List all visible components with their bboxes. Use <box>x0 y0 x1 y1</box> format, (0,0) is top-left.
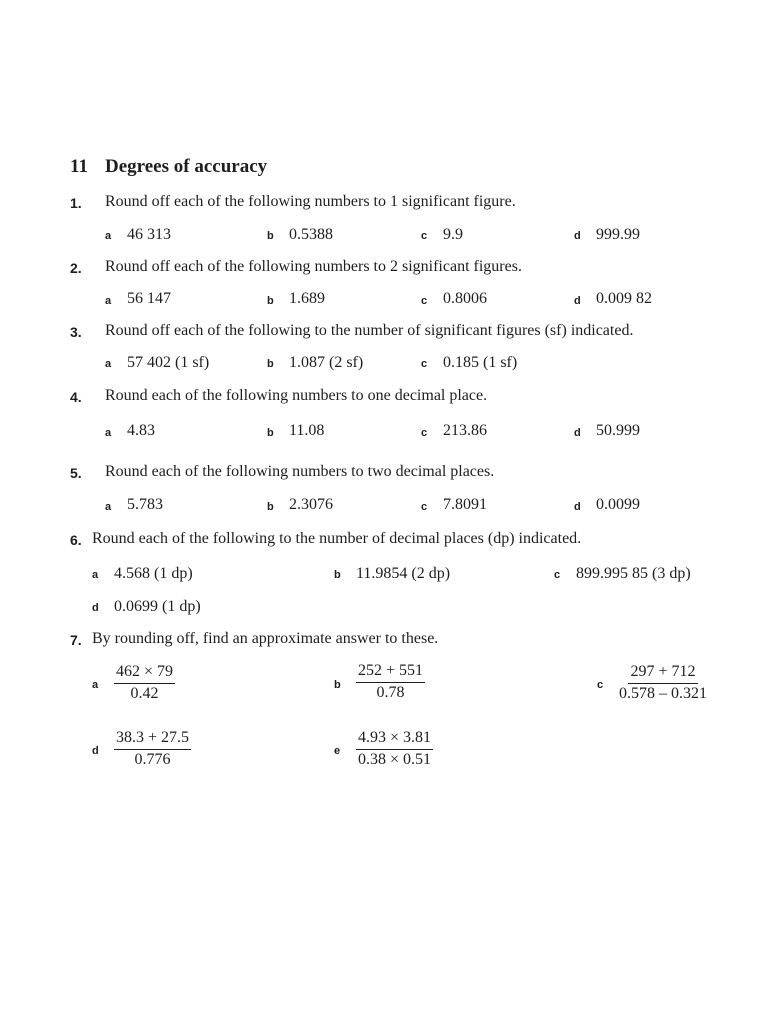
q5-b-label: b <box>267 501 274 513</box>
q7-b-label: b <box>334 679 341 691</box>
q2-a-label: a <box>105 295 112 307</box>
q3-text: Round off each of the following to the number of significant figures (sf) indicated. <box>105 322 634 339</box>
q5-a-value: 5.783 <box>127 496 163 513</box>
q2-b-label: b <box>267 295 274 307</box>
q7-e-label: e <box>334 745 341 757</box>
q6-a-label: a <box>92 569 99 581</box>
q4-b-label: b <box>267 427 274 439</box>
q3-b-value: 1.087 (2 sf) <box>289 354 364 371</box>
q7-c-numerator: 297 + 712 <box>628 663 697 684</box>
q7-number: 7. <box>70 632 82 648</box>
q1-d-value: 999.99 <box>596 226 640 243</box>
q1-d-label: d <box>574 230 581 242</box>
q4-b-value: 11.08 <box>289 422 325 439</box>
section-number: 11 <box>70 156 88 177</box>
q7-a-denominator: 0.42 <box>130 685 159 702</box>
q7-a-numerator: 462 × 79 <box>114 663 175 684</box>
q1-c-value: 9.9 <box>443 226 463 243</box>
q5-a-label: a <box>105 501 112 513</box>
q5-text: Round each of the following numbers to two decimal places. <box>105 463 495 480</box>
q7-d-fraction <box>114 729 191 769</box>
q6-number: 6. <box>70 532 82 548</box>
q1-a-label: a <box>105 230 112 242</box>
q7-b-numerator: 252 + 551 <box>356 662 425 683</box>
q7-a-label: a <box>92 679 99 691</box>
section-title <box>70 156 267 178</box>
q7-d-numerator: 38.3 + 27.5 <box>114 729 191 750</box>
q7-d-label: d <box>92 745 99 757</box>
q1-number: 1. <box>70 195 82 211</box>
q7-b-fraction <box>356 662 425 702</box>
q4-a-value: 4.83 <box>127 422 155 439</box>
section-title-text: Degrees of accuracy <box>105 156 268 177</box>
q4-c-value: 213.86 <box>443 422 487 439</box>
q7-text: By rounding off, find an approximate answer to these. <box>92 630 439 647</box>
q1-b-value: 0.5388 <box>289 226 333 243</box>
q3-c-label: c <box>421 358 428 370</box>
q6-text: Round each of the following to the number of decimal places (dp) indicated. <box>92 530 582 547</box>
q6-d-value: 0.0699 (1 dp) <box>114 598 201 615</box>
q6-a-value: 4.568 (1 dp) <box>114 565 193 582</box>
q7-a-fraction <box>114 663 175 703</box>
q1-b-label: b <box>267 230 274 242</box>
q7-c-fraction <box>619 663 707 703</box>
q1-a-value: 46 313 <box>127 226 171 243</box>
q2-a-value: 56 147 <box>127 290 171 307</box>
q5-b-value: 2.3076 <box>289 496 333 513</box>
q2-c-value: 0.8006 <box>443 290 487 307</box>
q3-b-label: b <box>267 358 274 370</box>
q4-d-label: d <box>574 427 581 439</box>
q5-c-value: 7.8091 <box>443 496 487 513</box>
q7-c-label: c <box>597 679 604 691</box>
q4-d-value: 50.999 <box>596 422 640 439</box>
q7-e-numerator: 4.93 × 3.81 <box>356 729 433 750</box>
q2-b-value: 1.689 <box>289 290 325 307</box>
q6-b-value: 11.9854 (2 dp) <box>356 565 451 582</box>
q2-number: 2. <box>70 260 82 276</box>
q6-c-value: 899.995 85 (3 dp) <box>576 565 691 582</box>
q2-d-value: 0.009 82 <box>596 290 652 307</box>
q7-e-denominator: 0.38 × 0.51 <box>358 751 432 768</box>
q4-c-label: c <box>421 427 428 439</box>
q3-a-value: 57 402 (1 sf) <box>127 354 210 371</box>
q7-c-denominator: 0.578 – 0.321 <box>619 685 707 702</box>
q7-b-denominator: 0.78 <box>376 684 405 701</box>
q3-a-label: a <box>105 358 112 370</box>
q6-d-label: d <box>92 602 99 614</box>
q5-number: 5. <box>70 465 82 481</box>
q2-c-label: c <box>421 295 428 307</box>
q3-number: 3. <box>70 324 82 340</box>
q2-text: Round off each of the following numbers to 2 significant figures. <box>105 258 522 275</box>
q2-d-label: d <box>574 295 581 307</box>
q5-d-value: 0.0099 <box>596 496 640 513</box>
q4-text: Round each of the following numbers to one decimal place. <box>105 387 488 404</box>
q5-c-label: c <box>421 501 428 513</box>
q3-c-value: 0.185 (1 sf) <box>443 354 518 371</box>
q7-e-fraction <box>356 729 433 769</box>
q1-text: Round off each of the following numbers to 1 significant figure. <box>105 193 516 210</box>
q5-d-label: d <box>574 501 581 513</box>
q1-c-label: c <box>421 230 428 242</box>
q4-a-label: a <box>105 427 112 439</box>
q6-c-label: c <box>554 569 561 581</box>
q6-b-label: b <box>334 569 341 581</box>
q7-d-denominator: 0.776 <box>134 751 171 768</box>
q4-number: 4. <box>70 389 82 405</box>
